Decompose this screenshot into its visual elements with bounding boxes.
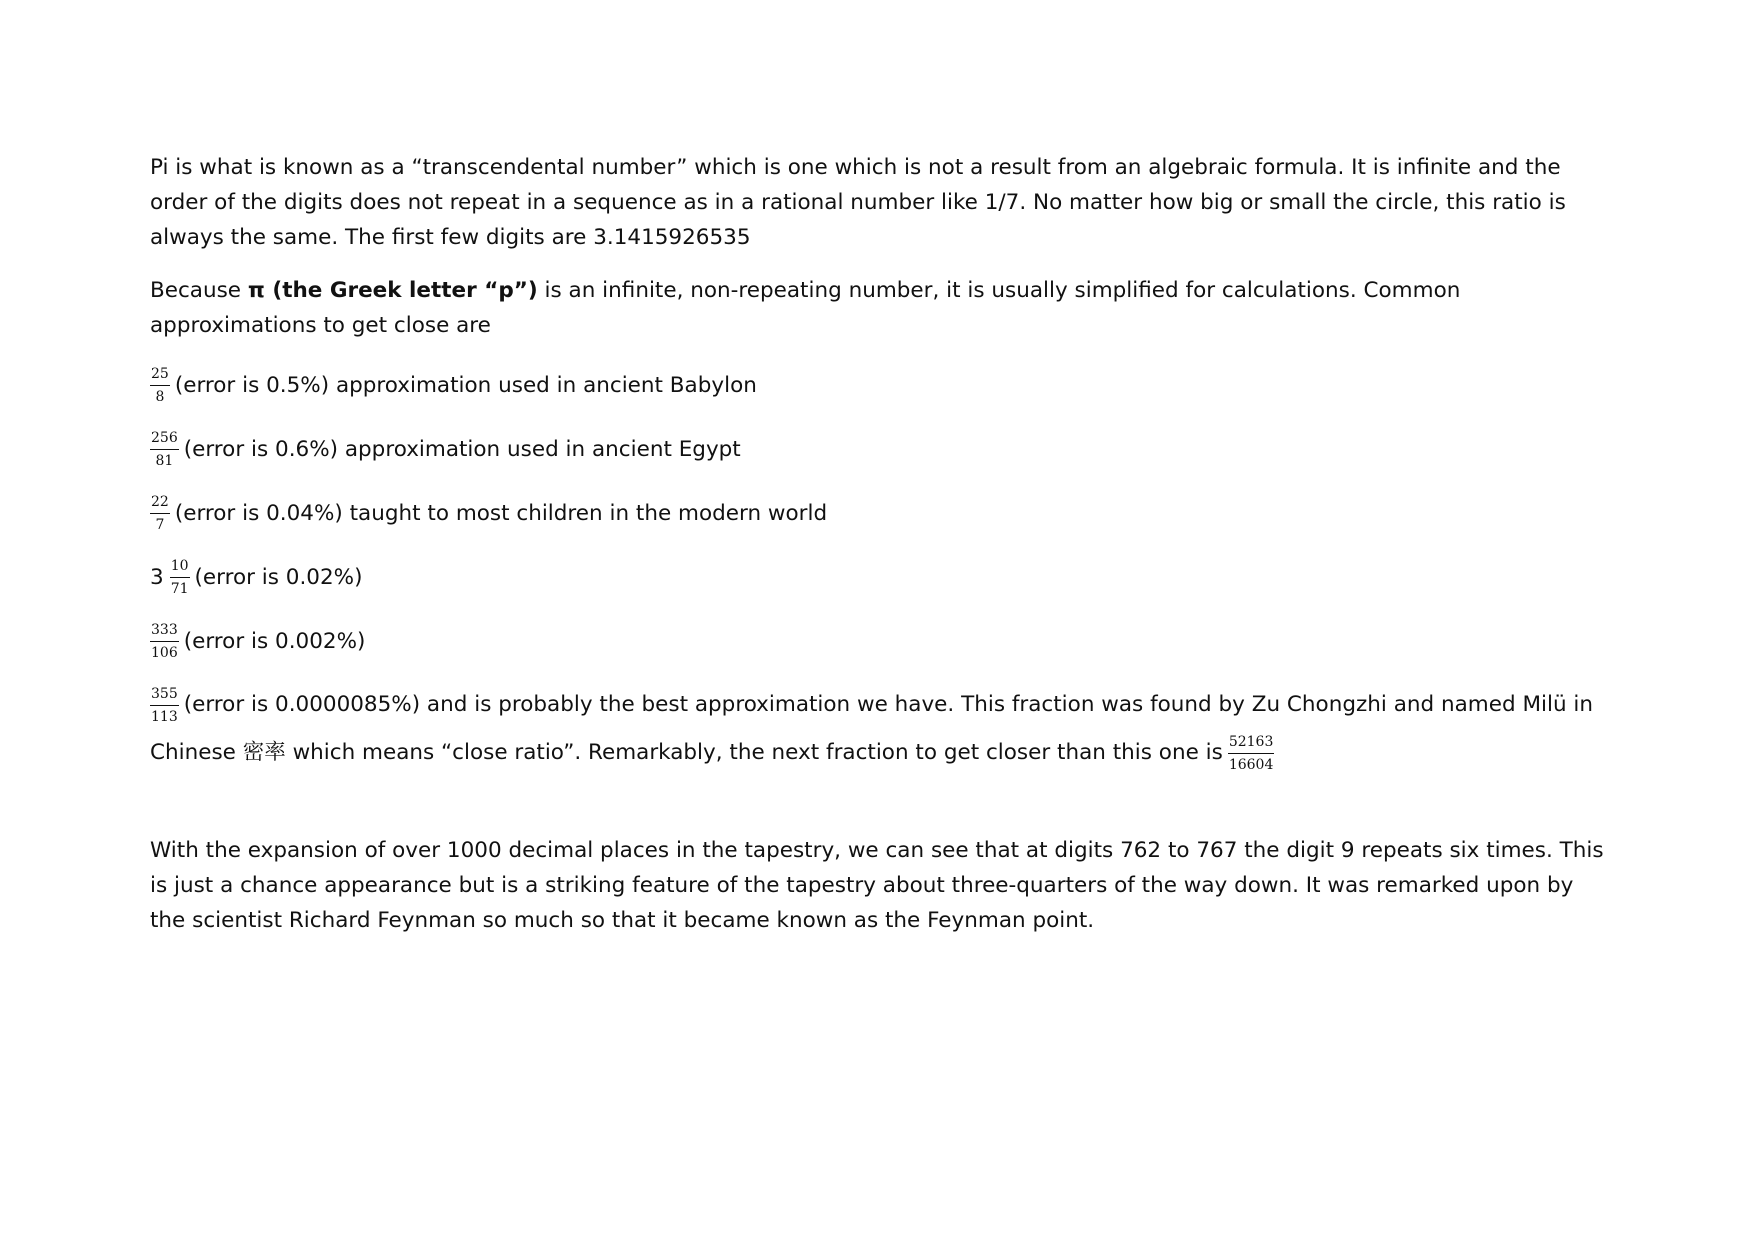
fraction-denominator: 8 — [155, 388, 165, 405]
fraction-numerator: 22 — [150, 493, 170, 514]
approximation-babylon — [150, 361, 1610, 409]
approximation-text: (error is 0.5%) approximation used in ancient Babylon — [174, 372, 757, 398]
fraction-denominator: 106 — [151, 644, 178, 661]
fraction-denominator: 71 — [170, 580, 189, 597]
approximation-text: (error is 0.002%) — [183, 628, 366, 654]
intro-paragraph: Pi is what is known as a “transcendental number” which is one which is not a result from an algebraic formula. It is infinite and the order of the digits does not repeat in a sequence as in a rational number like 1/7. No matter how big or small the circle, this ratio is always the same. The first few digits are 3.1415926535 — [150, 155, 1566, 250]
because-suffix: is an infinite, non-repeating number, it is usually simplified for calculations. Common approximations to get close are — [150, 278, 1461, 338]
pi-bold-phrase: π (the Greek letter “p”) — [247, 278, 538, 303]
fraction — [150, 493, 170, 534]
because-prefix: Because — [150, 278, 248, 303]
fraction-denominator: 7 — [155, 516, 165, 533]
zu-chongzhi-paragraph — [150, 681, 1610, 777]
fraction-numerator: 355 — [150, 685, 179, 706]
fraction-numerator: 52163 — [1228, 733, 1275, 754]
document-page — [150, 150, 1610, 956]
fraction-numerator: 333 — [150, 621, 179, 642]
because-paragraph — [150, 273, 1610, 343]
fraction-numerator: 10 — [170, 557, 190, 578]
mixed-number-whole: 3 — [150, 564, 164, 590]
next-fraction — [1228, 733, 1275, 774]
approximation-text: (error is 0.04%) taught to most children in the modern world — [174, 500, 828, 526]
zu-chongzhi-text: (error is 0.0000085%) and is probably the best approximation we have. This fraction was found by Zu Chongzhi and named Milü in Chinese 密率 which means “close ratio”. Remarkably, the next fraction to get closer than this one is — [150, 692, 1594, 765]
approximation-modern — [150, 489, 1610, 537]
approximation-text: (error is 0.02%) — [194, 564, 363, 590]
fraction-denominator: 113 — [151, 708, 178, 725]
fraction — [170, 557, 190, 598]
fraction-denominator: 81 — [155, 452, 174, 469]
fraction-numerator: 25 — [150, 365, 170, 386]
approximation-egypt — [150, 425, 1610, 473]
approximation-text: (error is 0.6%) approximation used in ancient Egypt — [183, 436, 741, 462]
fraction — [150, 365, 170, 406]
approximation-archimedes — [150, 553, 1610, 601]
fraction — [150, 685, 179, 726]
fraction-numerator: 256 — [150, 429, 179, 450]
fraction — [150, 429, 179, 470]
approximation-333-106 — [150, 617, 1610, 665]
fraction-denominator: 16604 — [1228, 756, 1274, 773]
fraction — [150, 621, 179, 662]
feynman-paragraph: With the expansion of over 1000 decimal places in the tapestry, we can see that at digits 762 to 767 the digit 9 repeats six times. This is just a chance appearance but is a striking feature of the tapestry about three-quarters of the way down. It was remarked upon by the scientist Richard Feynman so much so that it became known as the Feynman point. — [150, 838, 1604, 933]
